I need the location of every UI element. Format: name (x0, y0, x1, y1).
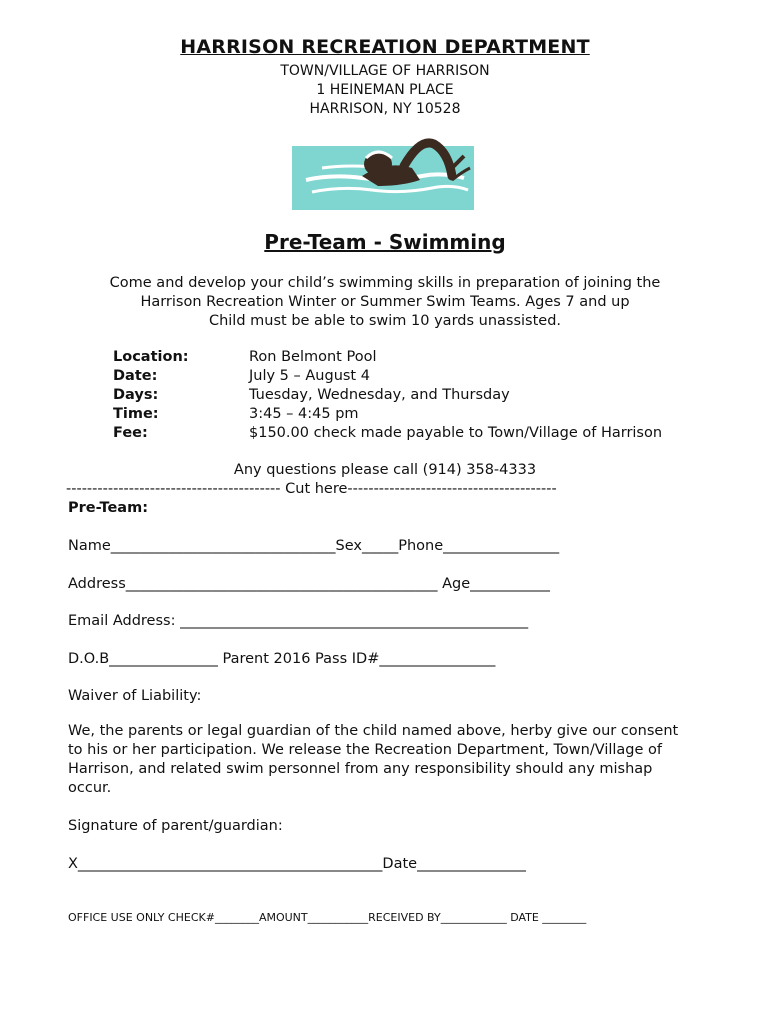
intro-line-1: Come and develop your child’s swimming skills in preparation of joining the (109, 275, 661, 291)
detail-label: Days: (113, 387, 159, 403)
detail-row-date (113, 367, 662, 386)
detail-row-fee (113, 424, 662, 443)
detail-label: Location: (113, 349, 189, 365)
detail-value: 3:45 – 4:45 pm (249, 406, 359, 422)
detail-row-days (113, 386, 662, 405)
address-age-field[interactable]: Address___________________________________________ Age___________ (68, 576, 550, 592)
department-title: HARRISON RECREATION DEPARTMENT (180, 36, 590, 58)
signature-date-field[interactable]: X__________________________________________Date_______________ (68, 856, 526, 872)
intro-line-2: Harrison Recreation Winter or Summer Swim Teams. Ages 7 and up (140, 294, 630, 310)
detail-label: Time: (113, 406, 159, 422)
program-details (113, 348, 662, 443)
detail-label: Fee: (113, 425, 148, 441)
waiver-title: Waiver of Liability: (68, 688, 202, 704)
email-field[interactable]: Email Address: ________________________________________________ (68, 613, 529, 629)
detail-row-time (113, 405, 662, 424)
address-line-2: 1 HEINEMAN PLACE (316, 82, 454, 98)
address-line-1: TOWN/VILLAGE OF HARRISON (280, 63, 490, 79)
swimmer-clipart (292, 132, 474, 212)
detail-value: Ron Belmont Pool (249, 349, 377, 365)
office-use-line: OFFICE USE ONLY CHECK#________AMOUNT___________RECEIVED BY____________ DATE ________ (68, 911, 587, 924)
program-intro (0, 274, 770, 331)
address-line-3: HARRISON, NY 10528 (309, 101, 461, 117)
detail-value: Tuesday, Wednesday, and Thursday (249, 387, 510, 403)
dob-pass-id-field[interactable]: D.O.B_______________ Parent 2016 Pass ID#________________ (68, 651, 496, 667)
detail-value: $150.00 check made payable to Town/Village of Harrison (249, 425, 663, 441)
name-sex-phone-field[interactable]: Name_______________________________Sex_____Phone________________ (68, 538, 560, 554)
signature-title: Signature of parent/guardian: (68, 818, 283, 834)
detail-value: July 5 – August 4 (249, 368, 370, 384)
detail-row-location (113, 348, 662, 367)
intro-line-3: Child must be able to swim 10 yards unassisted. (208, 313, 562, 329)
detail-label: Date: (113, 368, 158, 384)
questions-contact: Any questions please call (914) 358-4333 (233, 462, 537, 478)
waiver-text: We, the parents or legal guardian of the child named above, herby give our consent to his or her participation. We release the Recreation Department, Town/Village of Harrison, and related swim personnel from any responsibility should any mishap occur. (68, 723, 679, 796)
form-section-title: Pre-Team: (68, 500, 148, 516)
program-title: Pre-Team - Swimming (264, 230, 506, 254)
cut-here-line: ----------------------------------------- Cut here---------------------------------------- (66, 481, 557, 497)
